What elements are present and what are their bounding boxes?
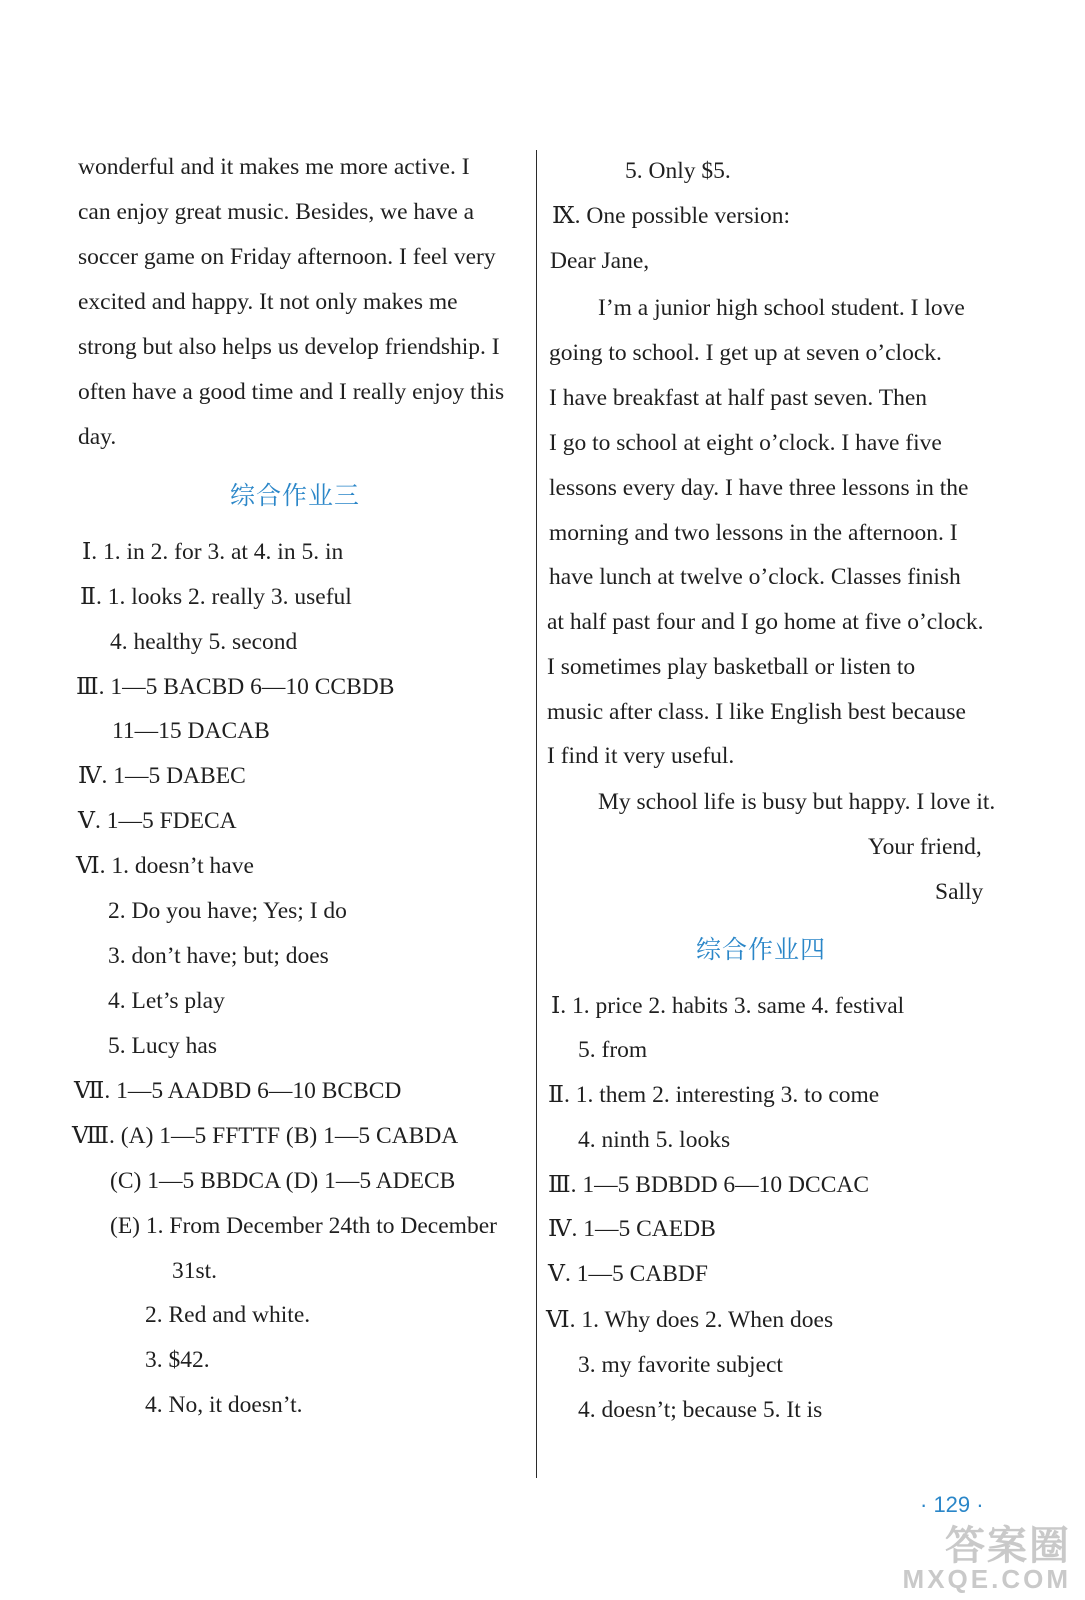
answer-line: 5. Lucy has bbox=[108, 1033, 217, 1059]
answer-line: Ⅱ. 1. looks 2. really 3. useful bbox=[80, 584, 352, 610]
watermark-url: MXQE.COM bbox=[902, 1564, 1071, 1594]
text-line: strong but also helps us develop friendship. I bbox=[78, 334, 500, 360]
text-line: excited and happy. It not only makes me bbox=[78, 289, 458, 315]
page-number: · 129 · bbox=[920, 1492, 984, 1517]
answer-line: 4. doesn’t; because 5. It is bbox=[578, 1397, 823, 1423]
letter-line: I go to school at eight o’clock. I have five bbox=[549, 430, 942, 456]
answer-line: (C) 1—5 BBDCA (D) 1—5 ADECB bbox=[110, 1168, 456, 1194]
answer-line: 4. Let’s play bbox=[108, 988, 225, 1014]
answer-line: Ⅳ. 1—5 DABEC bbox=[78, 763, 246, 789]
answer-line: 4. healthy 5. second bbox=[110, 629, 298, 655]
answer-line: 2. Red and white. bbox=[145, 1302, 311, 1328]
text-line: day. bbox=[78, 424, 117, 450]
answer-line: 3. my favorite subject bbox=[578, 1352, 783, 1378]
section-heading: 综合作业三 bbox=[230, 481, 361, 510]
answer-line: 11—15 DACAB bbox=[112, 718, 270, 744]
answer-line: 4. No, it doesn’t. bbox=[145, 1392, 303, 1418]
answer-line: Ⅵ. 1. doesn’t have bbox=[76, 853, 254, 879]
letter-line: have lunch at twelve o’clock. Classes finish bbox=[549, 564, 961, 590]
answer-line: Ⅳ. 1—5 CAEDB bbox=[548, 1216, 716, 1242]
answer-line: 3. don’t have; but; does bbox=[108, 943, 329, 969]
letter-line: I’m a junior high school student. I love bbox=[598, 295, 965, 321]
answer-line: Ⅸ. One possible version: bbox=[552, 203, 791, 229]
letter-closing: Your friend, bbox=[868, 834, 982, 860]
letter-line: at half past four and I go home at five o’clock. bbox=[547, 609, 984, 635]
answer-line: Ⅴ. 1—5 FDECA bbox=[78, 808, 237, 834]
text-line: can enjoy great music. Besides, we have a bbox=[78, 199, 475, 225]
answer-line: Ⅰ. 1. price 2. habits 3. same 4. festival bbox=[551, 993, 905, 1019]
answer-line: 5. from bbox=[578, 1037, 648, 1063]
answer-line: Ⅶ. 1—5 AADBD 6—10 BCBCD bbox=[74, 1078, 402, 1104]
letter-salutation: Dear Jane, bbox=[550, 248, 650, 274]
text-line: often have a good time and I really enjoy this bbox=[78, 379, 505, 405]
answer-line: Ⅷ. (A) 1—5 FFTTF (B) 1—5 CABDA bbox=[72, 1123, 459, 1149]
answer-line: Ⅵ. 1. Why does 2. When does bbox=[546, 1307, 834, 1333]
answer-line: 31st. bbox=[172, 1258, 218, 1284]
column-divider bbox=[536, 150, 537, 1478]
answer-line: Ⅲ. 1—5 BDBDD 6—10 DCCAC bbox=[548, 1172, 870, 1198]
letter-line: lessons every day. I have three lessons in the bbox=[549, 475, 969, 501]
answer-line: Ⅱ. 1. them 2. interesting 3. to come bbox=[548, 1082, 880, 1108]
answer-line: Ⅲ. 1—5 BACBD 6—10 CCBDB bbox=[76, 674, 395, 700]
answer-line: 3. $42. bbox=[145, 1347, 210, 1373]
letter-line: going to school. I get up at seven o’clock. bbox=[549, 340, 942, 366]
letter-line: I have breakfast at half past seven. Then bbox=[549, 385, 928, 411]
watermark bbox=[903, 1526, 1071, 1592]
answer-line: Ⅰ. 1. in 2. for 3. at 4. in 5. in bbox=[82, 539, 344, 565]
answer-line: (E) 1. From December 24th to December bbox=[110, 1213, 497, 1239]
watermark-logo: 答案圈 bbox=[945, 1524, 1071, 1568]
text-line: wonderful and it makes me more active. I bbox=[78, 154, 470, 180]
answer-line: 4. ninth 5. looks bbox=[578, 1127, 731, 1153]
answer-line: 2. Do you have; Yes; I do bbox=[108, 898, 347, 924]
section-heading: 综合作业四 bbox=[696, 935, 827, 964]
letter-line: music after class. I like English best because bbox=[547, 699, 966, 725]
answer-line: Ⅴ. 1—5 CABDF bbox=[548, 1261, 708, 1287]
letter-line: morning and two lessons in the afternoon. I bbox=[549, 520, 958, 546]
letter-line: I sometimes play basketball or listen to bbox=[547, 654, 916, 680]
letter-line: My school life is busy but happy. I love it. bbox=[598, 789, 996, 815]
text-line: soccer game on Friday afternoon. I feel very bbox=[78, 244, 496, 270]
letter-signature: Sally bbox=[935, 879, 984, 905]
letter-line: I find it very useful. bbox=[547, 743, 735, 769]
answer-line: 5. Only $5. bbox=[625, 158, 731, 184]
